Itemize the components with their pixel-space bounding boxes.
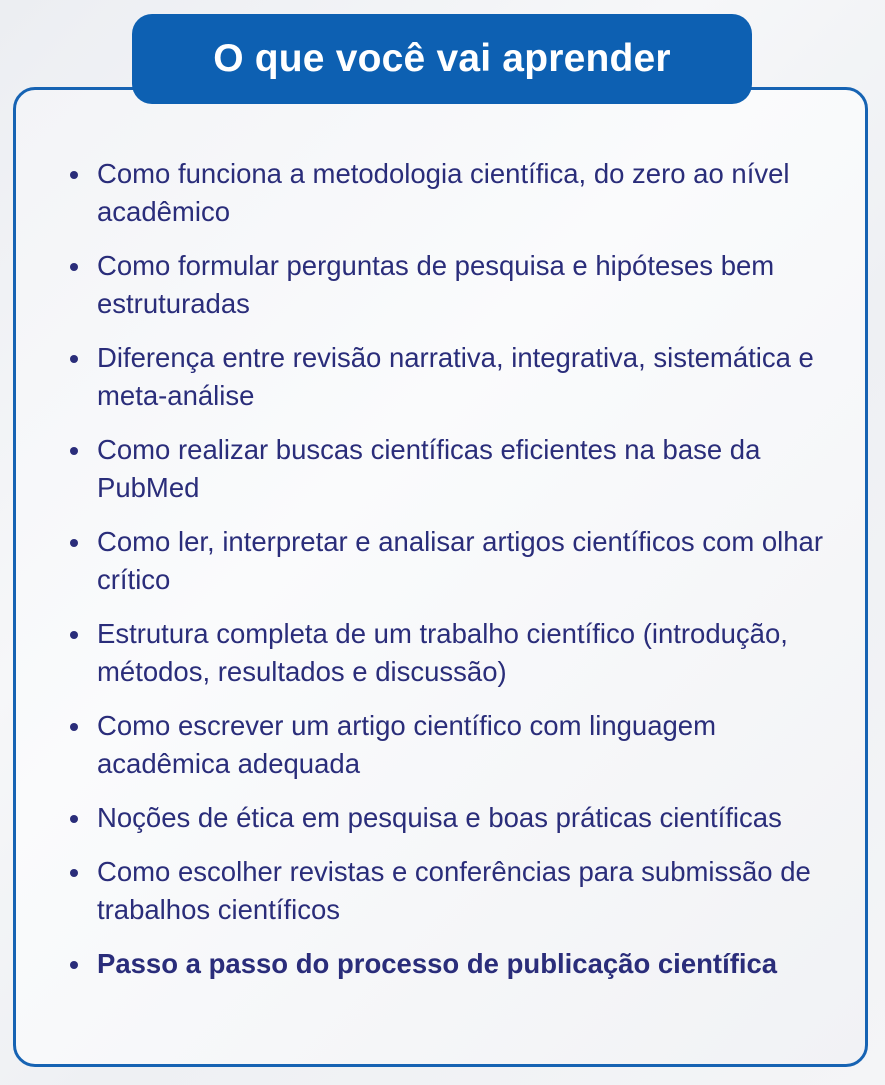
list-item xyxy=(70,155,850,231)
bullet-icon xyxy=(70,961,78,969)
bullet-icon xyxy=(70,723,78,731)
bullet-icon xyxy=(70,171,78,179)
bullet-icon xyxy=(70,815,78,823)
list-item-text: Como escrever um artigo científico com linguagem acadêmica adequada xyxy=(97,710,717,779)
list-item xyxy=(70,247,850,323)
list-item xyxy=(70,853,850,929)
list-item-text: Como funciona a metodologia científica, do zero ao nível acadêmico xyxy=(97,158,790,227)
list-item xyxy=(70,615,850,691)
list-item-text: Como escolher revistas e conferências para submissão de trabalhos científicos xyxy=(97,856,811,925)
list-item-text: Como ler, interpretar e analisar artigos científicos com olhar crítico xyxy=(97,526,824,595)
bullet-icon xyxy=(70,631,78,639)
list-item xyxy=(70,431,850,507)
topics-list xyxy=(70,155,850,999)
bullet-icon xyxy=(70,355,78,363)
bullet-icon xyxy=(70,447,78,455)
list-item-text: Estrutura completa de um trabalho científico (introdução, métodos, resultados e discussão) xyxy=(97,618,788,687)
list-item-text: Passo a passo do processo de publicação científica xyxy=(97,948,778,979)
list-item-text: Como formular perguntas de pesquisa e hipóteses bem estruturadas xyxy=(97,250,775,319)
list-item-text: Noções de ética em pesquisa e boas práticas científicas xyxy=(97,802,782,833)
list-item xyxy=(70,707,850,783)
list-item xyxy=(70,339,850,415)
bullet-icon xyxy=(70,869,78,877)
page-title: O que você vai aprender xyxy=(213,37,671,80)
list-item xyxy=(70,799,850,837)
list-item xyxy=(70,523,850,599)
list-item-text: Diferença entre revisão narrativa, integrativa, sistemática e meta-análise xyxy=(97,342,814,411)
bullet-icon xyxy=(70,263,78,271)
bullet-icon xyxy=(70,539,78,547)
list-item-text: Como realizar buscas científicas eficientes na base da PubMed xyxy=(97,434,761,503)
list-item-highlight xyxy=(70,945,850,983)
title-banner xyxy=(132,14,752,104)
